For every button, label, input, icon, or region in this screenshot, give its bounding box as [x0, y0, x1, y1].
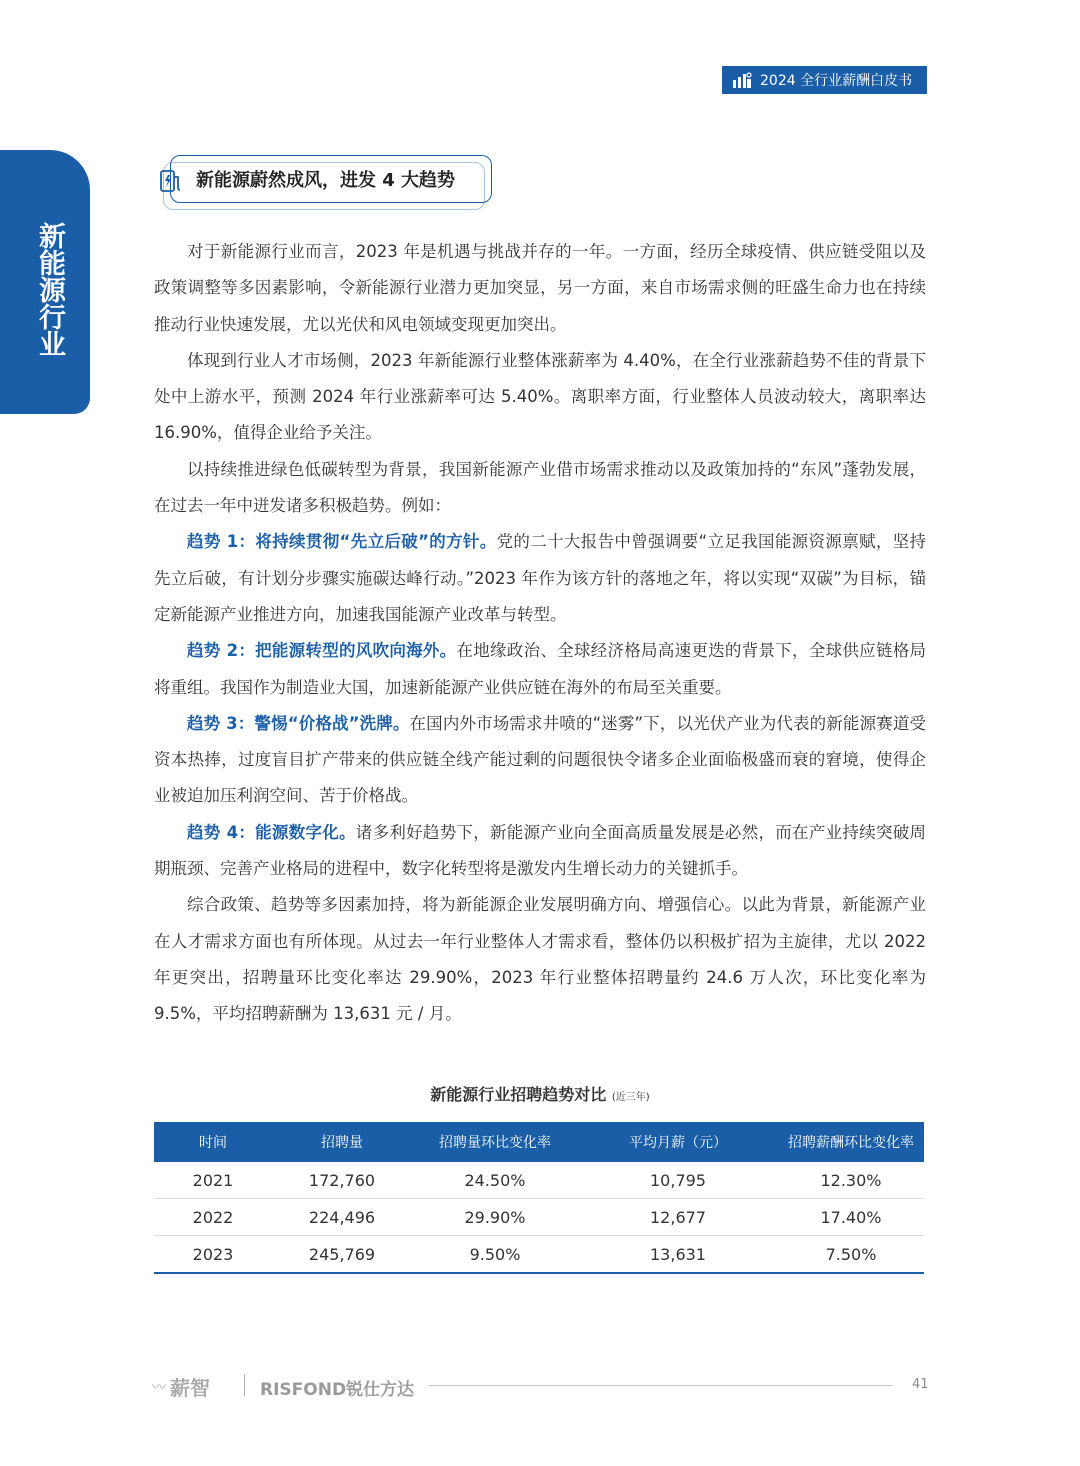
trend-paragraph: [154, 815, 926, 888]
column-header: 平均月薪（元）: [578, 1122, 778, 1162]
trend-text: 在地缘政治、全球经济格局高速更迭的背景下，全球供应链格局将重组。我国作为制造业大国，加速新能源产业供应链在海外的布局至关重要。: [154, 641, 926, 697]
wave-logo-icon: 〰: [152, 1379, 166, 1396]
table-cell: 7.50%: [778, 1236, 924, 1274]
table-cell: 2022: [154, 1199, 272, 1236]
table-cell: 224,496: [272, 1199, 412, 1236]
header-badge-text: 2024 全行业薪酬白皮书: [760, 73, 913, 89]
table-header-row: [154, 1122, 924, 1162]
trend-text: 党的二十大报告中曾强调要“立足我国能源资源禀赋，坚持先立后破，有计划分步骤实施碳达峰行动。”2023 年作为该方针的落地之年，将以实现“双碳”为目标，锚定新能源产业推进方向，加速我国能源产业改革与转型。: [154, 532, 926, 624]
trend-paragraph: [154, 706, 926, 815]
table-row: [154, 1236, 924, 1274]
table-cell: 2021: [154, 1162, 272, 1199]
table-cell: 2023: [154, 1236, 272, 1274]
trend-text: 诸多利好趋势下，新能源产业向全面高质量发展是必然，而在产业持续突破周期瓶颈、完善产业格局的进程中，数字化转型将是激发内生增长动力的关键抓手。: [154, 822, 926, 879]
table-cell: 245,769: [272, 1236, 412, 1274]
table-cell: 12,677: [578, 1199, 778, 1236]
table-cell: 9.50%: [412, 1236, 578, 1274]
risfond-logo: RISFOND锐仕方达: [260, 1380, 415, 1400]
trend-heading: 趋势 4：能源数字化。: [187, 822, 356, 842]
xinzhi-logo-text: 薪智: [170, 1376, 210, 1400]
paragraph: 体现到行业人才市场侧，2023 年新能源行业整体涨薪率为 4.40%，在全行业涨薪趋势不佳的背景下处中上游水平，预测 2024 年行业涨薪率可达 5.40%。离职率方面，行业整体人员波动较大，离职率达 16.90%，值得企业给予关注。: [154, 350, 926, 443]
table-cell: 10,795: [578, 1162, 778, 1199]
column-header: 招聘薪酬环比变化率: [778, 1122, 924, 1162]
table-cell: 13,631: [578, 1236, 778, 1274]
table-cell: 24.50%: [412, 1162, 578, 1199]
table-cell: 172,760: [272, 1162, 412, 1199]
charging-station-icon: [158, 168, 184, 194]
table-title-text: 新能源行业招聘趋势对比: [430, 1085, 607, 1104]
trend-text: 在国内外市场需求井喷的“迷雾”下，以光伏产业为代表的新能源赛道受资本热捧，过度盲目扩产带来的供应链全线产能过剩的问题很快令诸多企业面临极盛而衰的窘境，使得企业被迫加压利润空间、苦于价格战。: [154, 713, 926, 806]
paragraph: 对于新能源行业而言，2023 年是机遇与挑战并存的一年。一方面，经历全球疫情、供应链受阻以及政策调整等多因素影响，令新能源行业潜力更加突显，另一方面，来自市场需求侧的旺盛生命力也在持续推动行业快速发展，尤以光伏和风电领域变现更加突出。: [154, 242, 926, 334]
column-header: 时间: [154, 1122, 272, 1162]
column-header: 招聘量环比变化率: [412, 1122, 578, 1162]
paragraph: 综合政策、趋势等多因素加持，将为新能源企业发展明确方向、增强信心。以此为背景，新能源产业在人才需求方面也有所体现。从过去一年行业整体人才需求看，整体仍以积极扩招为主旋律，尤以 2022 年更突出，招聘量环比变化率达 29.90%，2023 年行业整体招聘量约 24.6 万人次，环比变化率为 9.5%，平均招聘薪酬为 13,631 元 / 月。: [154, 895, 926, 1024]
table-title: [0, 1082, 1080, 1105]
trend-paragraph: [154, 633, 926, 706]
table-subtitle: (近三年): [611, 1092, 650, 1103]
trend-heading: 趋势 2：把能源转型的风吹向海外。: [187, 641, 457, 661]
page-number: 41: [912, 1377, 929, 1392]
footer-divider: [244, 1374, 245, 1396]
trend-paragraph: [154, 524, 926, 633]
recruitment-trend-table: [154, 1122, 924, 1274]
xinzhi-logo: [152, 1372, 210, 1401]
header-badge: [722, 66, 927, 94]
chart-building-icon: [732, 71, 752, 89]
trend-heading: 趋势 3：警惕“价格战”洗牌。: [187, 713, 410, 733]
table-row: [154, 1199, 924, 1236]
table-cell: 29.90%: [412, 1199, 578, 1236]
side-category-label: 新能源行业: [34, 222, 65, 357]
trend-heading: 趋势 1：将持续贯彻“先立后破”的方针。: [187, 532, 497, 552]
table-cell: 17.40%: [778, 1199, 924, 1236]
section-title: 新能源蔚然成风，进发 4 大趋势: [196, 170, 456, 191]
table-cell: 12.30%: [778, 1162, 924, 1199]
paragraph: 以持续推进绿色低碳转型为背景，我国新能源产业借市场需求推动以及政策加持的“东风”蓬勃发展，在过去一年中迸发诸多积极趋势。例如：: [154, 459, 926, 516]
table-row: [154, 1162, 924, 1199]
article-body: [154, 234, 926, 1033]
footer-rule: [428, 1385, 893, 1386]
column-header: 招聘量: [272, 1122, 412, 1162]
